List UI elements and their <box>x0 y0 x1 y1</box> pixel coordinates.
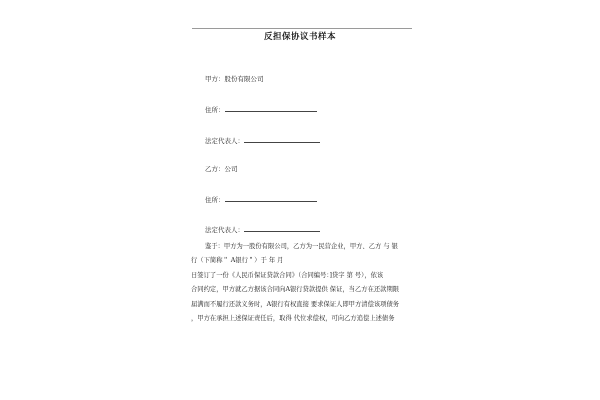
paragraph-line: 日签订了一份《人民币保证贷款合同》（合同编号：]贷字 第 号），依该 <box>191 271 384 279</box>
party-a-address-label: 住所： <box>205 106 225 114</box>
party-b-representative-blank <box>244 225 320 232</box>
party-b-value: 公司 <box>224 165 238 173</box>
party-b-representative-label: 法定代表人： <box>205 226 244 234</box>
whereas-paragraph <box>191 240 416 326</box>
party-a-representative-label: 法定代表人： <box>205 137 244 145</box>
party-a-representative-blank <box>244 136 320 143</box>
paragraph-line: 合同约定，甲方就乙方据该合同向A银行贷款提供 保证，当乙方在还款期限 <box>191 286 400 294</box>
party-b-field <box>205 165 238 173</box>
party-a-label: 甲方： <box>205 75 225 83</box>
paragraph-line: 行（下简称＂ A银行＂）于 年 月 <box>191 257 284 265</box>
party-b-label: 乙方： <box>205 165 225 173</box>
party-a-value: 股份有限公司 <box>224 75 264 83</box>
paragraph-line: 鉴于：甲方为一股份有限公司，乙方为一民营企业，甲方、乙方 与 银 <box>205 243 398 250</box>
party-a-representative-field <box>205 136 320 145</box>
document-title: 反担保协议书样本 <box>263 32 336 42</box>
party-b-address-blank <box>225 195 317 202</box>
paragraph-line: 届满而不履行还款义务时，A银行有权直接 要求保证人即甲方清偿该项债务 <box>191 300 400 308</box>
party-b-address-field <box>205 195 317 204</box>
party-a-address-field <box>205 105 317 114</box>
party-a-field <box>205 75 264 83</box>
party-b-representative-field <box>205 225 320 234</box>
header-rule <box>192 28 412 29</box>
party-a-address-blank <box>225 105 317 112</box>
paragraph-line: ，甲方在承担上述保证责任后，取得 代位求偿权，可向乙方追偿上述债务 <box>191 315 395 323</box>
party-b-address-label: 住所： <box>205 196 225 204</box>
